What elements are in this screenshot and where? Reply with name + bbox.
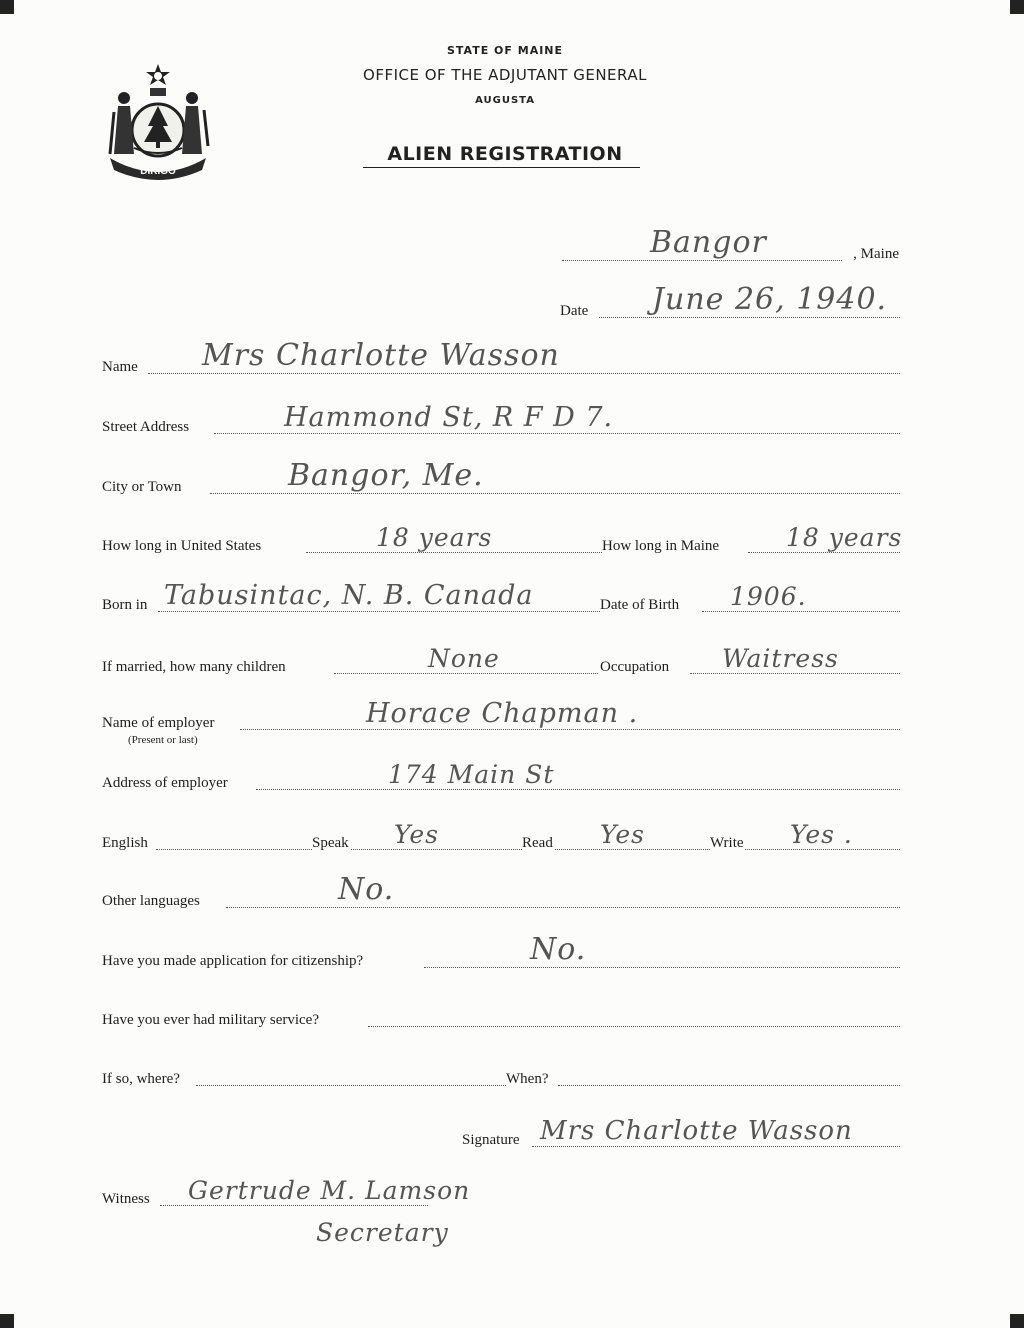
- city-line: [210, 493, 900, 494]
- english-row: [102, 820, 900, 854]
- employer-sublabel: (Present or last): [128, 734, 198, 746]
- born-value: Tabusintac, N. B. Canada: [164, 580, 534, 611]
- state-heading: STATE OF MAINE: [446, 44, 564, 57]
- children-row: [102, 644, 900, 678]
- other-languages-value: No.: [338, 872, 395, 907]
- citizenship-row: [102, 932, 900, 972]
- dob-line: [702, 611, 900, 612]
- city-label: City or Town: [102, 479, 182, 495]
- witness-line: [160, 1205, 428, 1206]
- occupation-label: Occupation: [600, 659, 670, 675]
- read-label: Read: [522, 835, 553, 851]
- city-value: Bangor, Me.: [288, 458, 484, 493]
- where-line: [196, 1085, 508, 1086]
- children-label: If married, how many children: [102, 659, 286, 675]
- place-row: [102, 225, 900, 265]
- maine-line: [748, 552, 900, 553]
- other-languages-row: [102, 872, 900, 912]
- employer-address-row: [102, 760, 900, 794]
- speak-label: Speak: [312, 835, 349, 851]
- children-line: [334, 673, 598, 674]
- date-row: [102, 282, 900, 322]
- scan-corner-top-left: [0, 0, 14, 14]
- place-value: Bangor: [650, 225, 767, 260]
- dob-value: 1906.: [730, 582, 807, 611]
- occupation-line: [690, 673, 900, 674]
- witness-title: Secretary: [316, 1218, 449, 1247]
- birth-row: [102, 580, 900, 616]
- dob-label: Date of Birth: [600, 597, 680, 613]
- signature-label: Signature: [462, 1132, 520, 1148]
- when-line: [558, 1085, 900, 1086]
- employer-address-label: Address of employer: [102, 775, 228, 791]
- occupation-value: Waitress: [722, 644, 839, 673]
- office-heading: OFFICE OF THE ADJUTANT GENERAL: [363, 66, 647, 84]
- employer-line: [240, 729, 900, 730]
- witness-label: Witness: [102, 1191, 150, 1207]
- other-languages-line: [226, 907, 900, 908]
- us-value: 18 years: [376, 523, 493, 552]
- born-line: [158, 611, 600, 612]
- street-line: [214, 433, 900, 434]
- maine-label: How long in Maine: [602, 538, 720, 554]
- write-value: Yes .: [790, 820, 853, 849]
- city-heading: AUGUSTA: [475, 95, 535, 106]
- military-line: [368, 1026, 900, 1027]
- when-label: When?: [506, 1071, 549, 1087]
- write-label: Write: [710, 835, 744, 851]
- title-underline: [363, 167, 640, 168]
- place-label: , Maine: [853, 246, 899, 262]
- service-row: [102, 1064, 900, 1090]
- date-value: June 26, 1940.: [652, 282, 888, 317]
- read-value: Yes: [600, 820, 645, 849]
- signature-line: [532, 1146, 900, 1147]
- employer-value: Horace Chapman .: [366, 698, 639, 729]
- name-label: Name: [102, 359, 138, 375]
- other-languages-label: Other languages: [102, 893, 200, 909]
- state-seal-icon: [104, 62, 212, 180]
- seal-banner-text: DIRIGO: [140, 166, 176, 177]
- street-label: Street Address: [102, 419, 190, 435]
- maine-value: 18 years: [786, 523, 903, 552]
- born-label: Born in: [102, 597, 148, 613]
- name-value: Mrs Charlotte Wasson: [202, 338, 560, 373]
- signature-value: Mrs Charlotte Wasson: [540, 1116, 853, 1146]
- employer-row: [102, 698, 900, 746]
- children-value: None: [428, 644, 500, 673]
- residence-row: [102, 523, 903, 557]
- us-line: [306, 552, 602, 553]
- us-label: How long in United States: [102, 538, 262, 554]
- witness-row: [102, 1176, 900, 1210]
- name-row: [102, 338, 900, 378]
- scan-corner-bottom-left: [0, 1314, 14, 1328]
- citizenship-line: [424, 967, 900, 968]
- military-label: Have you ever had military service?: [102, 1012, 319, 1028]
- english-label: English: [102, 835, 148, 851]
- street-value: Hammond St, R F D 7.: [284, 402, 614, 433]
- employer-address-line: [256, 789, 900, 790]
- place-line: [562, 260, 842, 261]
- speak-value: Yes: [394, 820, 439, 849]
- date-label: Date: [560, 303, 589, 319]
- name-line: [148, 373, 900, 374]
- citizenship-label: Have you made application for citizenship?: [102, 953, 364, 969]
- street-row: [102, 402, 900, 438]
- employer-label: Name of employer: [102, 715, 215, 731]
- date-line: [599, 317, 900, 318]
- signature-row: [102, 1116, 900, 1151]
- scan-corner-bottom-right: [1010, 1314, 1024, 1328]
- scan-corner-top-right: [1010, 0, 1024, 14]
- form-title: ALIEN REGISTRATION: [387, 143, 623, 165]
- witness-value: Gertrude M. Lamson: [188, 1176, 471, 1205]
- where-label: If so, where?: [102, 1071, 180, 1087]
- citizenship-value: No.: [530, 932, 587, 967]
- city-row: [102, 458, 900, 498]
- employer-address-value: 174 Main St: [388, 760, 555, 789]
- military-row: [102, 1005, 900, 1031]
